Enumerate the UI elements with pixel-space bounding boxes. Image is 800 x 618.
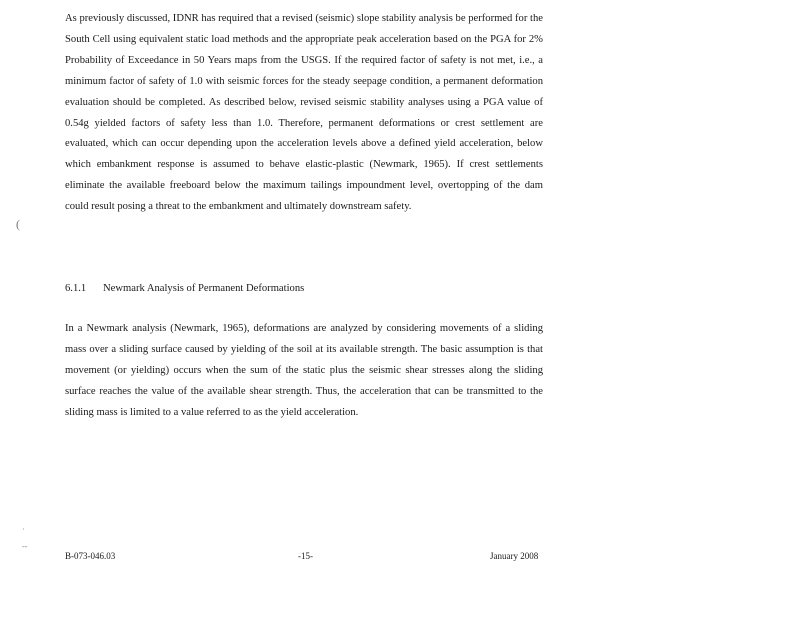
- footer-document-id: B-073-046.03: [65, 551, 116, 561]
- section-heading-number: 6.1.1: [65, 283, 87, 294]
- scan-artifact-mark: ·: [22, 525, 25, 534]
- footer-date: January 2008: [490, 551, 539, 561]
- section-heading: [65, 279, 304, 299]
- scan-artifact-mark: --: [22, 542, 28, 551]
- body-paragraph-newmark-analysis: In a Newmark analysis (Newmark, 1965), deformations are analyzed by considering movements of a sliding mass over a sliding surface caused by yielding of the soil at its available strength. The basic assumption is that movement (or yielding) occurs when the sum of the static plus the seismic shear stresses along the sliding surface reaches the value of the available shear strength. Thus, the acceleration that can be transmitted to the sliding mass is limited to a value referred to as the yield acceleration.: [65, 323, 543, 418]
- scan-artifact-mark: (: [16, 217, 20, 231]
- footer-page-number: -15-: [298, 551, 313, 561]
- body-paragraph-seismic-analysis: As previously discussed, IDNR has required that a revised (seismic) slope stability analysis be performed for the South Cell using equivalent static load methods and the appropriate peak acceleration based on the PGA for 2% Probability of Exceedance in 50 Years maps from the USGS. If the required factor of safety is not met, i.e., a minimum factor of safety of 1.0 with seismic forces for the steady seepage condition, a permanent deformation evaluation should be completed. As described below, revised seismic stability analyses using a PGA value of 0.54g yielded factors of safety less than 1.0. Therefore, permanent deformations or crest settlement are evaluated, which can occur depending upon the acceleration levels above a defined yield acceleration, below which embankment response is assumed to behave elastic-plastic (Newmark, 1965). If crest settlements eliminate the available freeboard below the maximum tailings impoundment level, overtopping of the dam could result posing a threat to the embankment and ultimately downstream safety.: [65, 13, 543, 213]
- section-heading-title: Newmark Analysis of Permanent Deformations: [103, 283, 305, 294]
